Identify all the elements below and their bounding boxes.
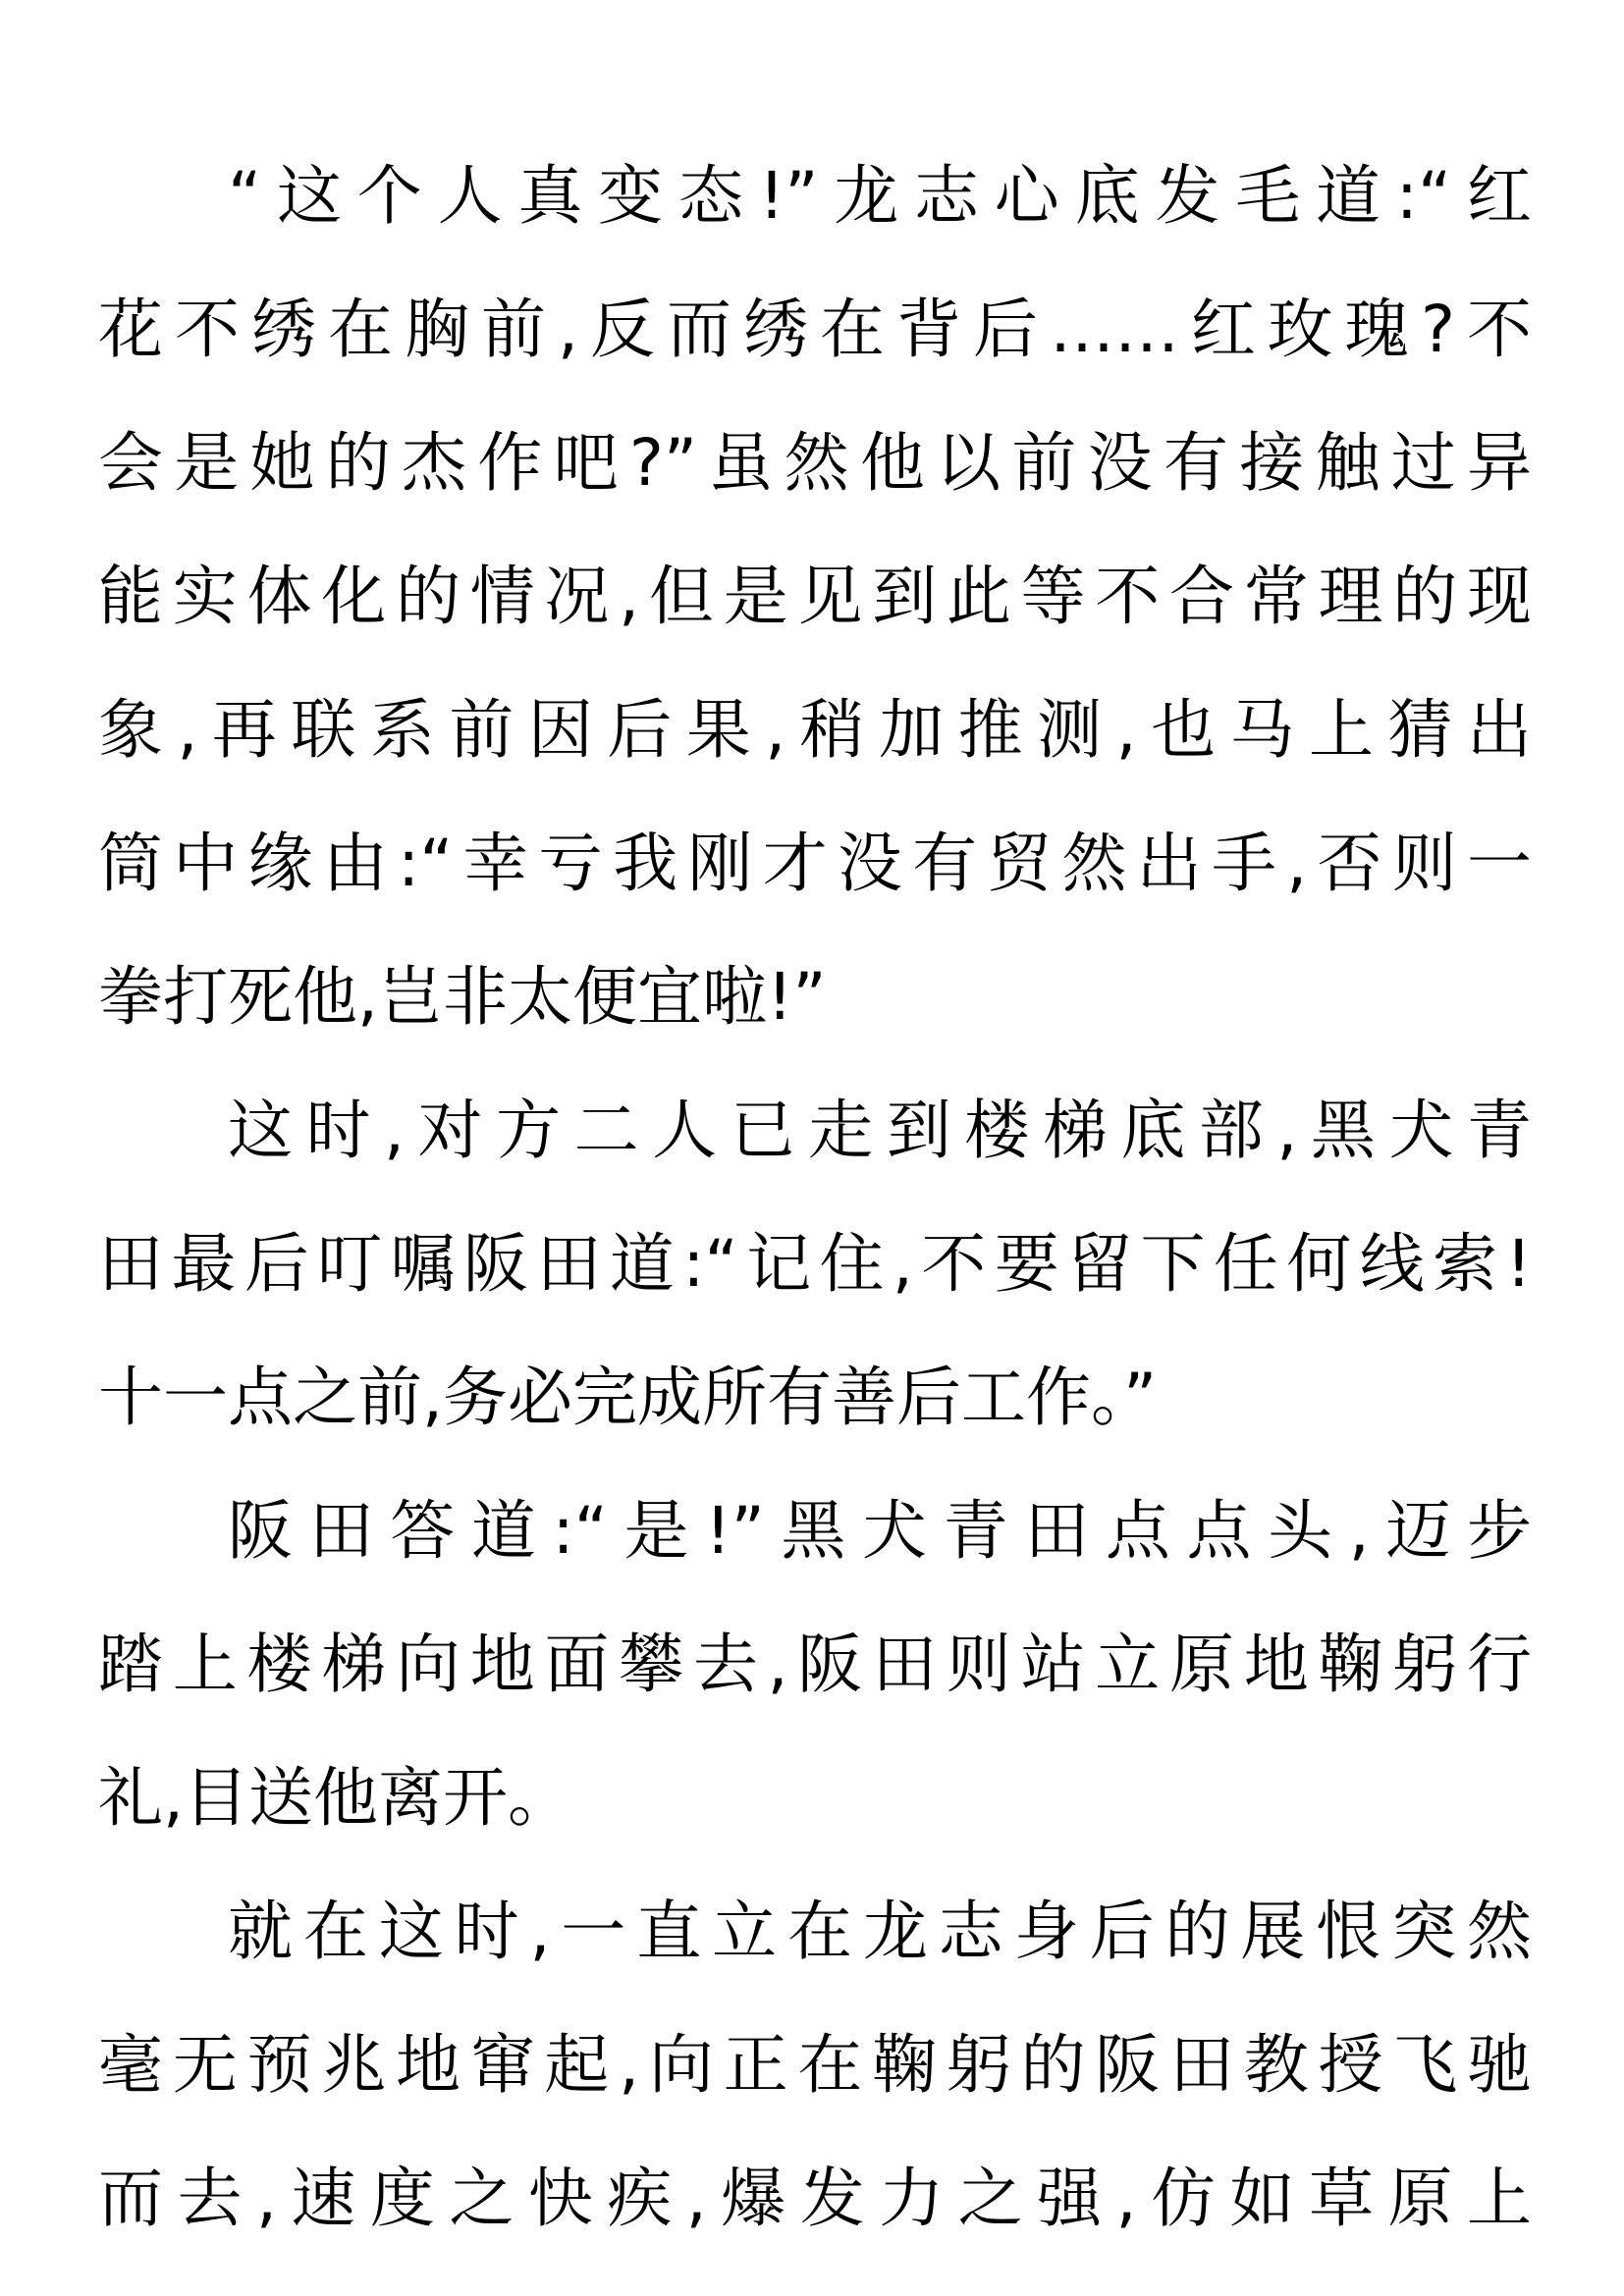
- text-line: 这时,对方二人已走到楼梯底部,黑犬青: [228, 1093, 1532, 1168]
- text-line: 象,再联系前因后果,稍加推测,也马上猜出: [98, 692, 1532, 768]
- text-line: 阪田答道:“是!”黑犬青田点点头,迈步: [228, 1493, 1532, 1569]
- text-line: 能实体化的情况,但是见到此等不合常理的现: [98, 559, 1532, 634]
- text-line: 筒中缘由:“幸亏我刚才没有贸然出手,否则一: [98, 826, 1532, 901]
- paragraph-2: [98, 1064, 1532, 1465]
- paragraph-4: [98, 1865, 1532, 2266]
- paragraph-1: [98, 130, 1532, 1064]
- text-line: 田最后叮嘱阪田道:“记住,不要留下任何线索!: [98, 1226, 1532, 1302]
- paragraph-3: [98, 1465, 1532, 1865]
- text-line: 花不绣在胸前,反而绣在背后……红玫瑰?不: [98, 292, 1532, 367]
- text-line: 十一点之前,务必完成所有善后工作。”: [98, 1360, 1158, 1435]
- text-line: 会是她的杰作吧?”虽然他以前没有接触过异: [98, 425, 1532, 501]
- text-line: 毫无预兆地窜起,向正在鞠躬的阪田教授飞驰: [98, 2027, 1532, 2103]
- text-line: 踏上楼梯向地面攀去,阪田则站立原地鞠躬行: [98, 1627, 1532, 1702]
- body-text: [98, 130, 1532, 2266]
- text-line: 拳打死他,岂非太便宜啦!”: [98, 959, 827, 1035]
- text-line: 就在这时,一直立在龙志身后的展恨突然: [228, 1894, 1532, 1969]
- text-line: 礼,目送他离开。: [98, 1760, 572, 1836]
- text-line: 而去,速度之快疾,爆发力之强,仿如草原上: [98, 2161, 1532, 2236]
- text-line: “这个人真变态!”龙志心底发毛道:“红: [228, 158, 1532, 234]
